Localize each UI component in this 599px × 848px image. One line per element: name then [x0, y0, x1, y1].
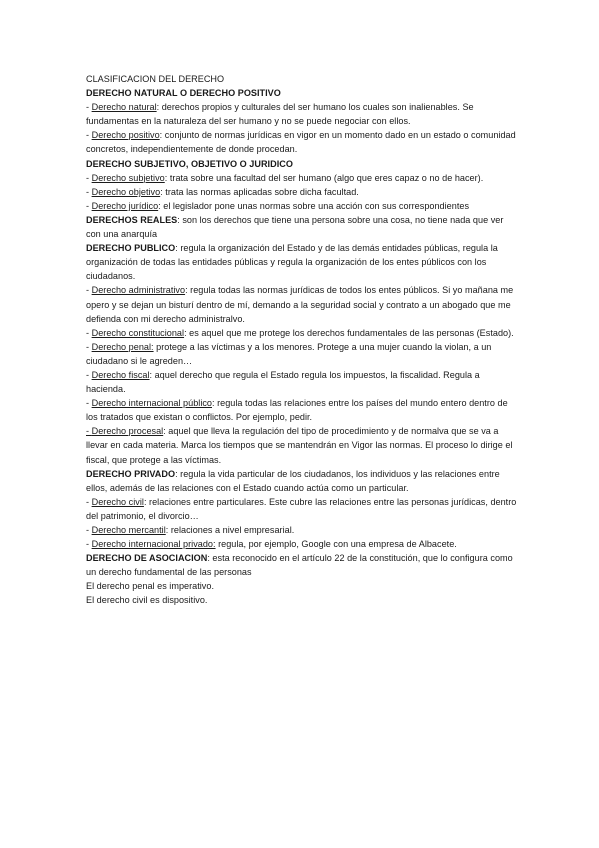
term-derecho-subjetivo: Derecho subjetivo [91, 172, 165, 183]
item-prefix: - [86, 285, 92, 296]
list-item [86, 523, 518, 537]
list-item [86, 171, 518, 185]
paragraph-derecho-privado [86, 467, 518, 495]
item-text: : es aquel que me protege los derechos fundamentales de las personas (Estado). [184, 327, 514, 338]
term-derecho-civil: Derecho civil [91, 496, 144, 507]
paragraph-derecho-publico [86, 241, 518, 283]
section-heading-natural-positivo: DERECHO NATURAL O DERECHO POSITIVO [86, 88, 281, 99]
term-derecho-procesal: Derecho procesal [91, 426, 164, 437]
item-text: : conjunto de normas jurídicas en vigor en un momento dado en un estado o comunidad concretos, independientemente de donde procedan. [86, 130, 516, 155]
term-derecho-internacional-privado: Derecho internacional privado: [91, 539, 216, 550]
term-derecho-positivo: Derecho positivo [91, 130, 160, 141]
item-prefix: - [86, 426, 92, 437]
list-item [86, 424, 518, 466]
item-text: : aquel derecho que regula el Estado regula los impuestos, la fiscalidad. Regula a hacienda. [86, 369, 480, 395]
item-prefix: - [86, 525, 92, 535]
list-item [86, 185, 518, 199]
list-item [86, 283, 518, 325]
paragraph-text: : son los derechos que tiene una persona sobre una cosa, no tiene nada que ver con una anarquía [86, 214, 504, 240]
document-title: CLASIFICACION DEL DERECHO [86, 74, 225, 84]
section-heading-publico: DERECHO PUBLICO [86, 243, 176, 254]
item-text: regula, por ejemplo, Google con una empresa de Albacete. [215, 539, 457, 550]
term-derecho-natural: Derecho natural [91, 102, 157, 113]
item-text: : derechos propios y culturales del ser humano los cuales son inalienables. Se fundamentas en la naturaleza del ser humano y no se puede negociar con ellos. [86, 102, 474, 127]
item-prefix: - [86, 539, 92, 550]
item-text: : aquel que lleva la regulación del tipo de procedimiento y de normalva que se va a llevar en cada materia. Marca los tiempos que se mantendrán en Vigor las normas. El proceso lo dirige el fiscal, que protege a las víctimas. [86, 426, 513, 465]
term-derecho-constitucional: Derecho constitucional [91, 327, 185, 338]
closing-line-civil: El derecho civil es dispositivo. [86, 595, 208, 606]
list-item [86, 537, 518, 551]
section-heading-asociacion: DERECHO DE ASOCIACION [86, 553, 208, 564]
item-prefix: - [86, 130, 92, 141]
item-prefix: - [86, 200, 92, 211]
list-item [86, 368, 518, 396]
item-prefix: - [86, 102, 92, 113]
term-derecho-penal: Derecho penal: [91, 341, 154, 352]
term-derecho-administrativo: Derecho administrativo [91, 285, 186, 296]
item-prefix: - [86, 172, 92, 183]
section-heading-privado: DERECHO PRIVADO [86, 468, 176, 479]
list-item [86, 199, 518, 213]
paragraph-derecho-asociacion [86, 551, 518, 579]
item-prefix: - [86, 186, 92, 197]
list-item [86, 340, 518, 368]
list-item [86, 396, 518, 424]
item-prefix: - [86, 496, 92, 507]
term-derecho-objetivo: Derecho objetivo [91, 186, 161, 197]
paragraph-text: : regula la vida particular de los ciudadanos, los individuos y las relaciones entre ellos, además de las relaciones con el Estado cuando actúa como un particular. [86, 468, 500, 493]
closing-line-penal: El derecho penal es imperativo. [86, 581, 215, 592]
list-item [86, 128, 518, 156]
term-derecho-juridico: Derecho jurídico [91, 200, 159, 211]
item-text: : el legislador pone unas normas sobre una acción con sus correspondientes [158, 200, 470, 211]
item-prefix: - [86, 369, 92, 380]
item-text: : relaciones a nivel empresarial. [165, 525, 295, 535]
item-prefix: - [86, 398, 92, 409]
document-page [86, 72, 518, 608]
item-text: : regula todas las relaciones entre los países del mundo entero dentro de los tratados que existan o conflictos. Por ejemplo, pedir. [86, 398, 508, 423]
item-text: : trata las normas aplicadas sobre dicha facultad. [160, 186, 359, 197]
list-item [86, 326, 518, 340]
term-derecho-mercantil: Derecho mercantil [91, 525, 166, 535]
term-derecho-internacional-publico: Derecho internacional público [91, 398, 212, 409]
section-heading-subjetivo-objetivo: DERECHO SUBJETIVO, OBJETIVO O JURIDICO [86, 158, 293, 169]
item-text: : relaciones entre particulares. Este cubre las relaciones entre las personas jurídicas, dentro del patrimonio, el divorcio… [86, 496, 517, 521]
paragraph-text: : esta reconocido en el artículo 22 de la constitución, que lo configura como un derecho fundamental de las personas [86, 553, 513, 578]
item-prefix: - [86, 327, 92, 338]
paragraph-text: : regula la organización del Estado y de las demás entidades públicas, regula la organización de todas las entidades públicas y regula la organización de los entes públicos con los ciudadanos. [86, 243, 498, 282]
section-heading-reales: DERECHOS REALES [86, 214, 178, 225]
list-item [86, 495, 518, 523]
item-text: protege a las víctimas y a los menores. Protege a una mujer cuando la violan, a un ciudadano si le agreden… [86, 341, 492, 366]
paragraph-derechos-reales [86, 213, 518, 241]
item-prefix: - [86, 341, 92, 352]
item-text: : regula todas las normas jurídicas de todos los entes públicos. Si yo mañana me opero y se dejan un bisturí dentro de mí, demando a la seguridad social y contrato a un abogado que me defienda con mi derecho administralvo. [86, 285, 514, 324]
term-derecho-fiscal: Derecho fiscal [91, 369, 150, 380]
item-text: : trata sobre una facultad del ser humano (algo que eres capaz o no de hacer). [164, 172, 484, 183]
list-item [86, 100, 518, 128]
